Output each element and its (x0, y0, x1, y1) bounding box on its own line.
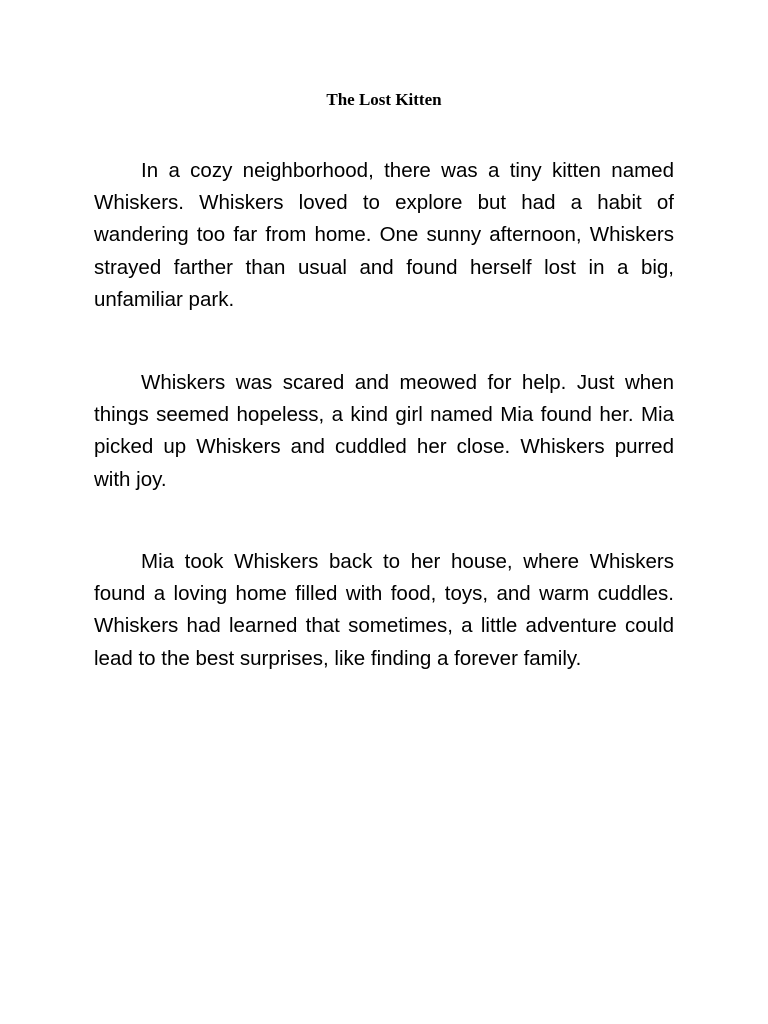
paragraph-3: Mia took Whiskers back to her house, where Whiskers found a loving home filled with food, toys, and warm cuddles. Whiskers had learned that sometimes, a little adventure could lead to the best surprises, like finding a forever family. (94, 550, 674, 670)
document-title: The Lost Kitten (326, 90, 442, 109)
paragraph-2: Whiskers was scared and meowed for help. Just when things seemed hopeless, a kind girl named Mia found her. Mia picked up Whiskers and cuddled her close. Whiskers purred with joy. (94, 371, 674, 491)
paragraph-1: In a cozy neighborhood, there was a tiny kitten named Whiskers. Whiskers loved to explore but had a habit of wandering too far from home. One sunny afternoon, Whiskers strayed farther than usual and found herself lost in a big, unfamiliar park. (94, 159, 674, 311)
